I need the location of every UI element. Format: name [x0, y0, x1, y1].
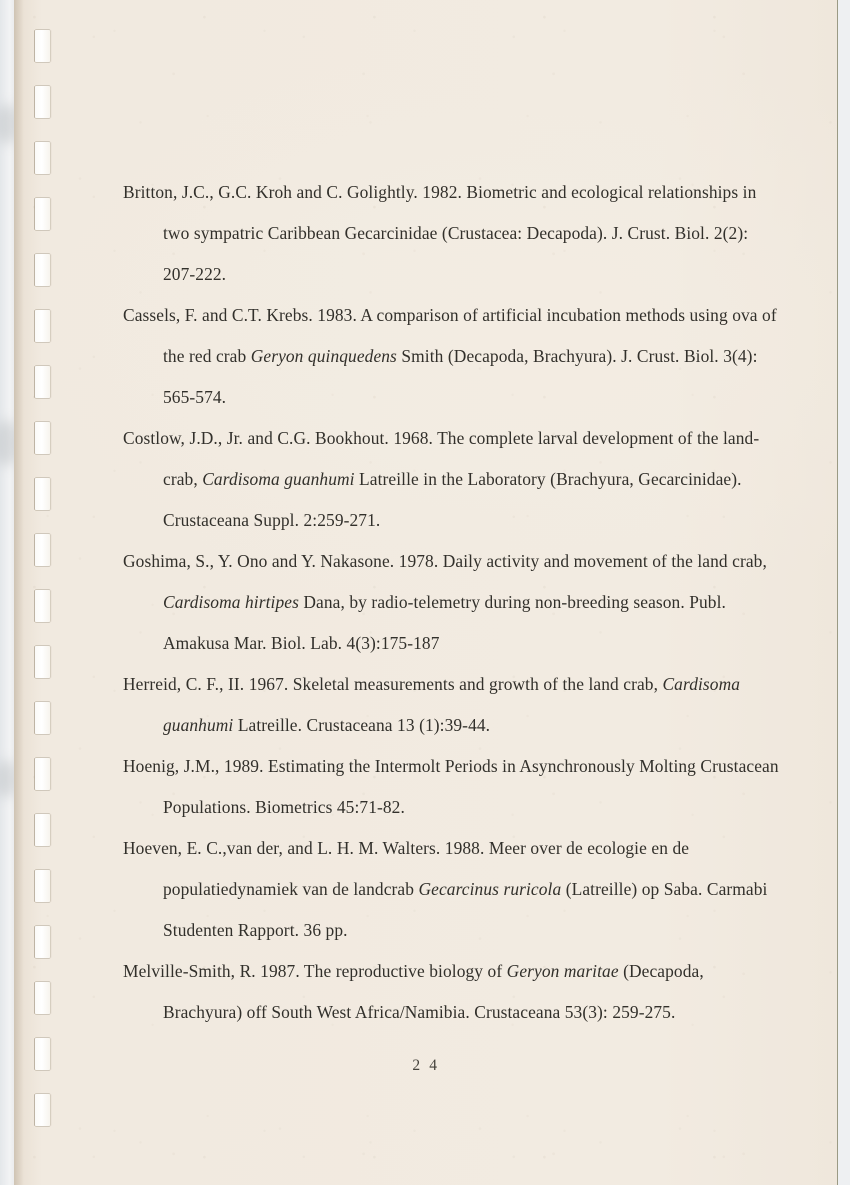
binding-hole [35, 478, 50, 510]
reference-text: Dana, by radio-telemetry during non-breeding season. Publ. Amakusa Mar. Biol. Lab. 4(3):175-187 [163, 592, 726, 653]
reference-entry [123, 664, 783, 746]
reference-text: Melville-Smith, R. 1987. The reproductive biology of [123, 961, 507, 981]
binding-hole [35, 1094, 50, 1126]
reference-text: Latreille in the Laboratory (Brachyura, Gecarcinidae). Crustaceana Suppl. 2:259-271. [163, 469, 742, 530]
reference-text: (Latreille) op Saba. Carmabi Studenten Rapport. 36 pp. [163, 879, 768, 940]
reference-text: Herreid, C. F., II. 1967. Skeletal measurements and growth of the land crab, [123, 674, 663, 694]
binding-hole [35, 142, 50, 174]
reference-text: Latreille. Crustaceana 13 (1):39-44. [233, 715, 491, 735]
binding-hole [35, 926, 50, 958]
reference-entry [123, 172, 783, 295]
page-number: 2 4 [412, 1057, 440, 1074]
species-name: Gecarcinus ruricola [418, 879, 562, 899]
binding-hole [35, 534, 50, 566]
reference-text: Costlow, J.D., Jr. and C.G. Bookhout. 1968. The complete larval development of the land-crab, [123, 428, 760, 489]
binding-hole [35, 702, 50, 734]
reference-entry [123, 541, 783, 664]
binding-hole [35, 366, 50, 398]
reference-list [123, 172, 783, 1033]
binding-hole [35, 814, 50, 846]
reference-text: Britton, J.C., G.C. Kroh and C. Golightly. 1982. Biometric and ecological relationships in two sympatric Caribbean Gecarcinidae (Crustacea: Decapoda). J. Crust. Biol. 2(2): 207-222. [123, 182, 757, 284]
binding-hole [35, 310, 50, 342]
species-name: Cardisoma guanhumi [202, 469, 355, 489]
reference-entry [123, 828, 783, 951]
reference-entry [123, 951, 783, 1033]
reference-entry [123, 418, 783, 541]
reference-text: Hoenig, J.M., 1989. Estimating the Intermolt Periods in Asynchronously Molting Crustacean Populations. Biometrics 45:71-82. [123, 756, 779, 817]
reference-text: Smith (Decapoda, Brachyura). J. Crust. Biol. 3(4): 565-574. [163, 346, 758, 407]
binding-hole [35, 254, 50, 286]
binding-hole [35, 198, 50, 230]
reference-text: Goshima, S., Y. Ono and Y. Nakasone. 1978. Daily activity and movement of the land crab, [123, 551, 767, 571]
reference-text: Cassels, F. and C.T. Krebs. 1983. A comparison of artificial incubation methods using ova of the red crab [123, 305, 777, 366]
reference-entry [123, 295, 783, 418]
species-name: Geryon maritae [506, 961, 619, 981]
binding-hole [35, 86, 50, 118]
reference-text: (Decapoda, Brachyura) off South West Africa/Namibia. Crustaceana 53(3): 259-275. [163, 961, 704, 1022]
binding-hole [35, 982, 50, 1014]
binding-hole [35, 758, 50, 790]
reference-entry [123, 746, 783, 828]
reference-text: Hoeven, E. C.,van der, and L. H. M. Walters. 1988. Meer over de ecologie en de populatiedynamiek van de landcrab [123, 838, 690, 899]
binding-hole [35, 646, 50, 678]
binding-hole [35, 30, 50, 62]
binding-hole [35, 422, 50, 454]
species-name: Geryon quinquedens [250, 346, 397, 366]
page-left-edge-shading [14, 0, 24, 1185]
species-name: Cardisoma hirtipes [163, 592, 299, 612]
species-name: Cardisoma guanhumi [163, 674, 741, 735]
binding-hole [35, 590, 50, 622]
binding-hole [35, 870, 50, 902]
document-page [14, 0, 838, 1185]
